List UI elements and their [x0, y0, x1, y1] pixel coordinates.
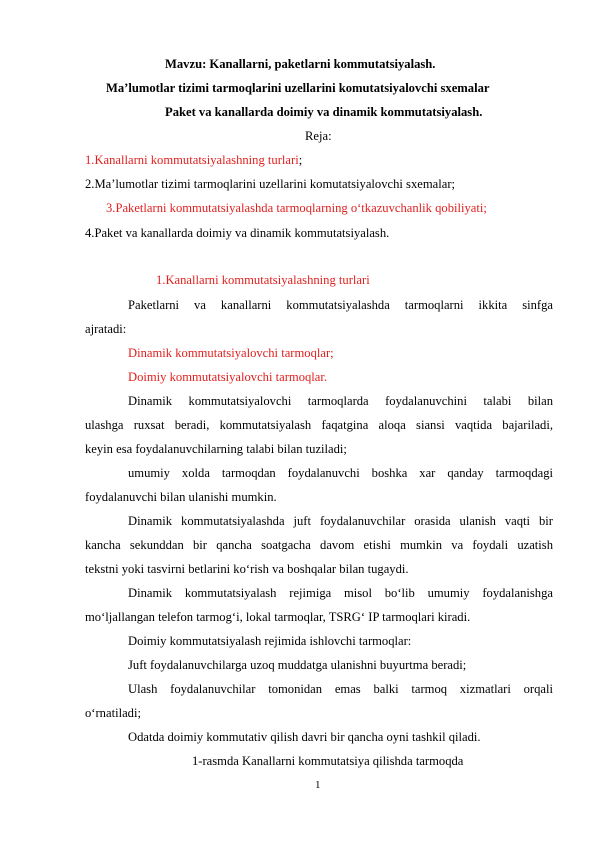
title-line-2: Ma’lumotlar tizimi tarmoqlarini uzellarini komutatsiyalovchi sxemalar	[106, 81, 490, 95]
page-number: 1	[315, 779, 321, 791]
paragraph-line: mo‘ljallangan telefon tarmog‘i, lokal tarmoqlar, TSRG‘ IP tarmoqlari kiradi.	[85, 610, 471, 624]
figure-caption: 1-rasmda Kanallarni kommutatsiya qilishda tarmoqda	[192, 754, 464, 768]
plan-item-3: 3.Paketlarni kommutatsiyalashda tarmoqlarning o‘tkazuvchanlik qobiliyati;	[106, 201, 487, 215]
plan-item-1-suffix: ;	[298, 153, 303, 167]
title-line-3: Paket va kanallarda doimiy va dinamik kommutatsiyalash.	[165, 105, 483, 119]
paragraph-line: Dinamik kommutatsiyalovchi tarmoqlarda foydalanuvchini talabi bilan	[128, 394, 553, 408]
plan-item-1	[85, 152, 302, 168]
paragraph-line: ulashga ruxsat beradi, kommutatsiyalash faqatgina aloqa siansi vaqtida bajariladi,	[85, 418, 553, 432]
title-line-1: Mavzu: Kanallarni, paketlarni kommutatsiyalash.	[165, 57, 436, 71]
list-item: Dinamik kommutatsiyalovchi tarmoqlar;	[128, 346, 334, 360]
paragraph-line: umumiy xolda tarmoqdan foydalanuvchi boshka xar qanday tarmoqdagi	[128, 466, 553, 480]
paragraph-line: kancha sekunddan bir qancha soatgacha davom etishi mumkin va foydali uzatish	[85, 538, 553, 552]
plan-heading: Reja:	[305, 129, 332, 143]
paragraph-line: o‘rnatiladi;	[85, 706, 141, 720]
paragraph-line: Odatda doimiy kommutativ qilish davri bir qancha oyni tashkil qiladi.	[128, 730, 481, 744]
paragraph-line: foydalanuvchi bilan ulanishi mumkin.	[85, 490, 277, 504]
paragraph-line: Doimiy kommutatsiyalash rejimida ishlovchi tarmoqlar:	[128, 634, 412, 648]
plan-item-4: 4.Paket va kanallarda doimiy va dinamik kommutatsiyalash.	[85, 226, 390, 240]
section-heading: 1.Kanallarni kommutatsiyalashning turlari	[156, 273, 370, 287]
paragraph-line: Paketlarni va kanallarni kommutatsiyalashda tarmoqlarni ikkita sinfga	[128, 298, 553, 312]
paragraph-line: Ulash foydalanuvchilar tomonidan emas balki tarmoq xizmatlari orqali	[128, 682, 553, 696]
paragraph-line: keyin esa foydalanuvchilarning talabi bilan tuziladi;	[85, 442, 347, 456]
paragraph-line: ajratadi:	[85, 322, 127, 336]
plan-item-2: 2.Ma’lumotlar tizimi tarmoqlarini uzellarini komutatsiyalovchi sxemalar;	[85, 177, 456, 191]
list-item: Doimiy kommutatsiyalovchi tarmoqlar.	[128, 370, 328, 384]
paragraph-line: Dinamik kommutatsiyalash rejimiga misol bo‘lib umumiy foydalanishga	[128, 586, 553, 600]
plan-item-1-text: 1.Kanallarni kommutatsiyalashning turlari	[85, 153, 299, 167]
paragraph-line: Juft foydalanuvchilarga uzoq muddatga ulanishni buyurtma beradi;	[128, 658, 467, 672]
paragraph-line: tekstni yoki tasvirni betlarini ko‘rish va boshqalar bilan tugaydi.	[85, 562, 409, 576]
paragraph-line: Dinamik kommutatsiyalashda juft foydalanuvchilar orasida ulanish vaqti bir	[128, 514, 553, 528]
